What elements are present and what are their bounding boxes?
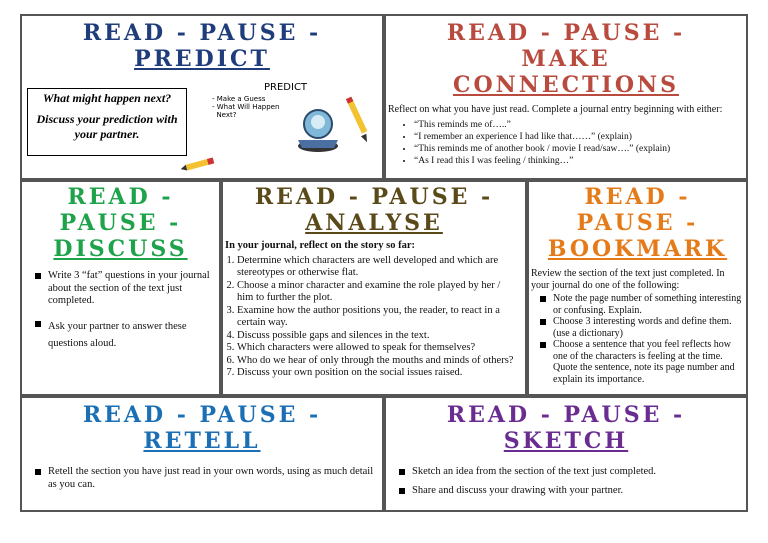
list-item: Sketch an idea from the section of the text just completed. (412, 466, 740, 479)
list-item: Ask your partner to answer these questions aloud. (48, 318, 213, 352)
retell-list (22, 466, 382, 491)
retell-title-line1: READ - PAUSE - (82, 402, 322, 428)
connections-list (386, 119, 746, 167)
discuss-list (22, 270, 219, 352)
predict-clipart-line2: - What Will Happen (212, 103, 280, 111)
analyse-intro: In your journal, reflect on the story so far: (225, 240, 416, 251)
predict-question-box (27, 88, 187, 156)
bookmark-title-line1: READ - (584, 184, 691, 210)
list-item: 4. Discuss possible gaps and silences in the text. (237, 330, 517, 343)
predict-title-line2: PREDICT (134, 46, 270, 72)
predict-clipart-line1: - Make a Guess (212, 95, 266, 103)
list-item: • “I remember an experience I had like that……” (explain) (414, 131, 746, 143)
discuss-card (20, 180, 221, 396)
connections-title-line1: READ - PAUSE - (446, 20, 686, 46)
sketch-title-line2: SKETCH (503, 428, 629, 454)
connections-title (386, 20, 746, 98)
discuss-title-line3: DISCUSS (53, 236, 188, 262)
retell-title (22, 402, 382, 454)
list-item: Choose 3 interesting words and define them. (use a dictionary) (553, 316, 742, 339)
list-item: • “This reminds me of…..” (414, 119, 746, 131)
sketch-list (386, 466, 746, 497)
bookmark-card (527, 180, 748, 396)
connections-title-line3: CONNECTIONS (453, 72, 679, 98)
list-item: Choose a sentence that you feel reflects how one of the characters is feeling at the time. Quote the sentence, note its page number and explain its importance. (553, 339, 742, 385)
sketch-card (384, 396, 748, 512)
connections-title-line2: MAKE (521, 46, 611, 72)
bookmark-title-line2: PAUSE - (576, 210, 699, 236)
bookmark-intro: Review the section of the text just completed. In your journal do one of the following: (531, 268, 725, 291)
predict-clipart (204, 82, 374, 174)
list-item: • “As I read this I was feeling / thinking…” (414, 155, 746, 167)
predict-clipart-heading: PREDICT (264, 82, 308, 93)
analyse-card (221, 180, 527, 396)
list-item: 2. Choose a minor character and examine the role played by her / him to further the plot. (237, 280, 517, 305)
discuss-title (22, 184, 219, 262)
list-item: Retell the section you have just read in your own words, using as much detail as you can. (48, 466, 376, 491)
connections-intro: Reflect on what you have just read. Complete a journal entry beginning with either: (388, 104, 723, 115)
predict-title-line1: READ - PAUSE - (82, 20, 322, 46)
analyse-list (223, 255, 525, 380)
bookmark-title-line3: BOOKMARK (547, 236, 728, 262)
predict-title (22, 20, 382, 72)
sketch-title (386, 402, 746, 454)
retell-card (20, 396, 384, 512)
list-item: 5. Which characters were allowed to speak for themselves? (237, 342, 517, 355)
bookmark-title (529, 184, 746, 262)
discuss-title-line1: READ - (67, 184, 174, 210)
bookmark-list (529, 293, 746, 385)
analyse-title (223, 184, 525, 236)
connections-card (384, 14, 748, 180)
sketch-title-line1: READ - PAUSE - (446, 402, 686, 428)
predict-card (20, 14, 384, 180)
list-item: 7. Discuss your own position on the social issues raised. (237, 367, 517, 380)
list-item: • “This reminds me of another book / movie I read/saw….” (explain) (414, 143, 746, 155)
pencil-icon (180, 154, 220, 174)
list-item: 1. Determine which characters are well developed and which are stereotypes or otherwise flat. (237, 255, 517, 280)
list-item: Write 3 “fat” questions in your journal about the section of the text just completed. (48, 270, 213, 308)
list-item: Share and discuss your drawing with your partner. (412, 485, 740, 498)
analyse-title-line1: READ - PAUSE - (254, 184, 494, 210)
list-item: 3. Examine how the author positions you, the reader, to react in a certain way. (237, 305, 517, 330)
retell-title-line2: RETELL (143, 428, 261, 454)
list-item: 6. Who do we hear of only through the mouths and minds of others? (237, 355, 517, 368)
fortune-teller-icon (294, 96, 374, 156)
predict-clipart-line3: Next? (212, 111, 237, 119)
discuss-title-line2: PAUSE - (59, 210, 182, 236)
predict-question: What might happen next? (42, 91, 172, 105)
predict-discuss: Discuss your prediction with your partner. (36, 112, 178, 141)
analyse-title-line2: ANALYSE (305, 210, 443, 236)
list-item: Note the page number of something interesting or confusing. Explain. (553, 293, 742, 316)
